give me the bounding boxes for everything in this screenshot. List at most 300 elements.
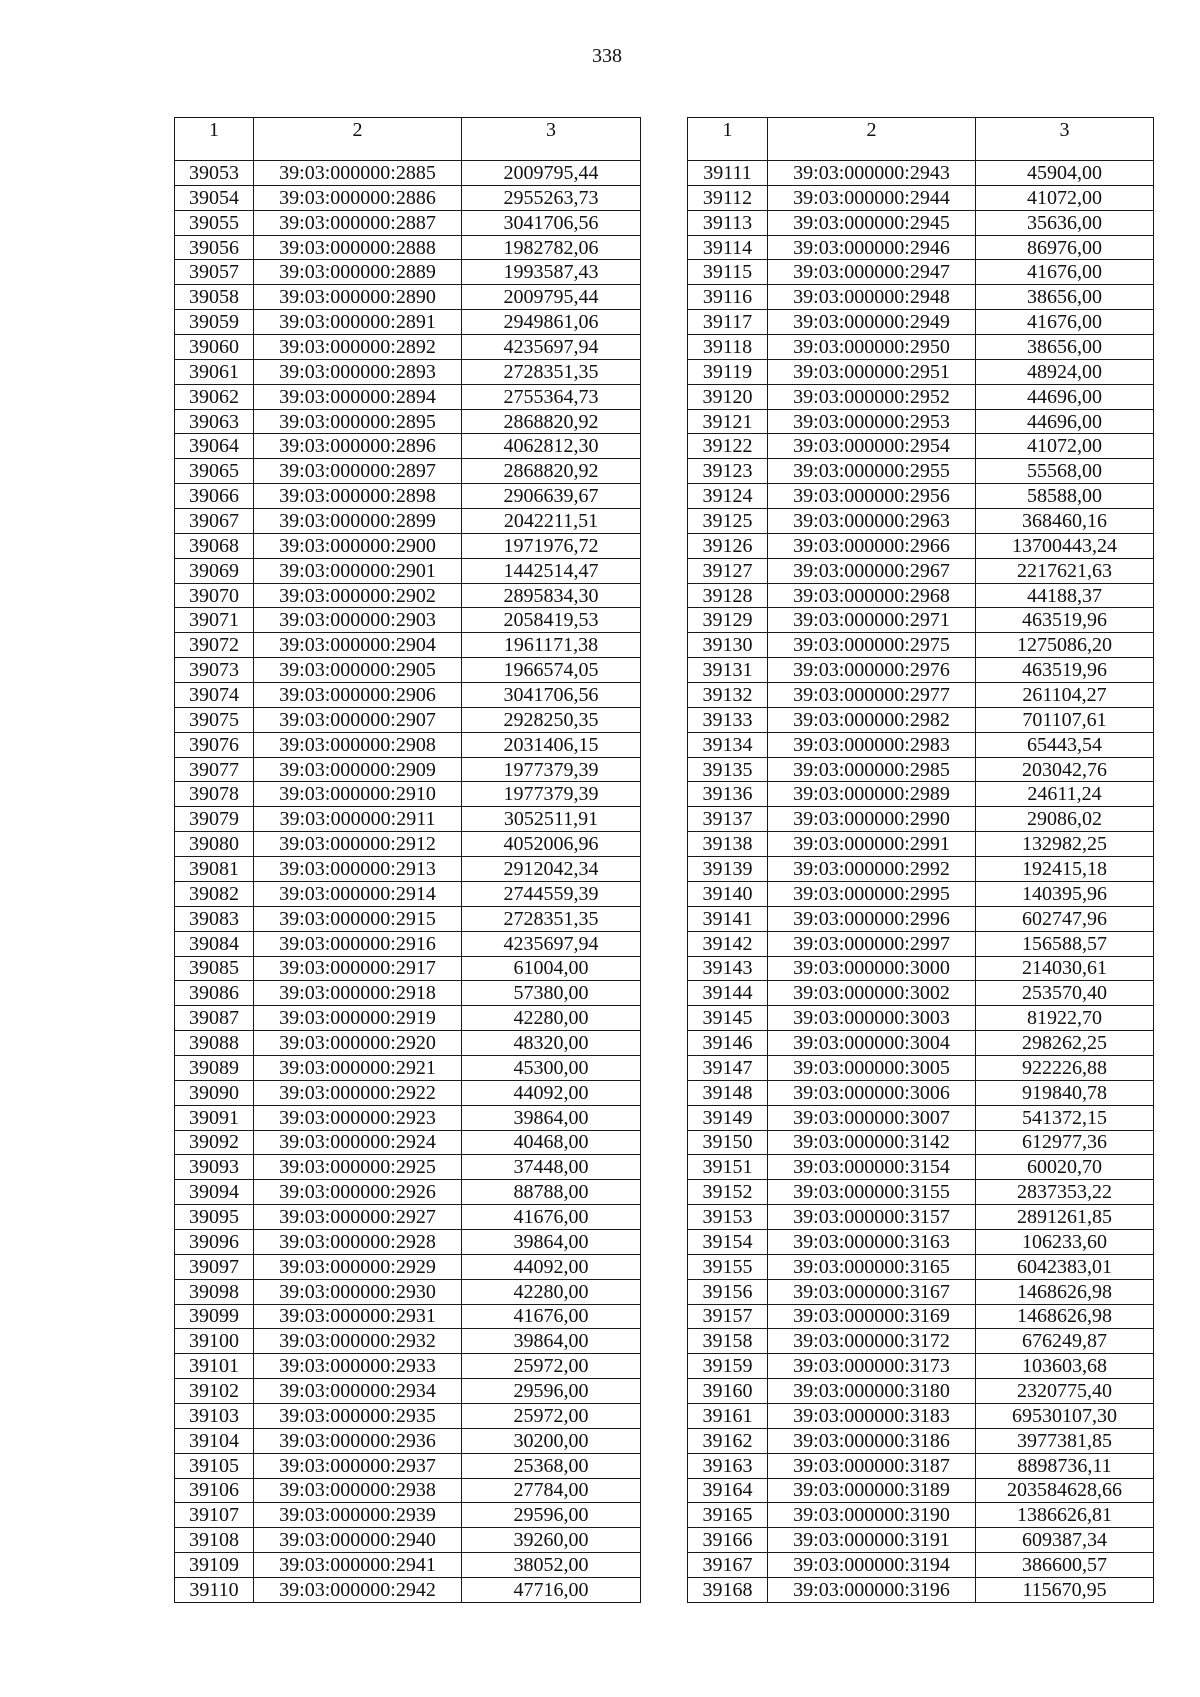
- cadastral-number-cell: 39:03:000000:2915: [254, 906, 462, 931]
- value-cell: 2728351,35: [462, 359, 641, 384]
- table-row: [175, 409, 641, 434]
- table-row: [175, 1055, 641, 1080]
- row-number-cell: 39074: [175, 683, 254, 708]
- table-row: [175, 509, 641, 534]
- value-cell: 45904,00: [976, 161, 1154, 186]
- table-row: [175, 658, 641, 683]
- table-row: [175, 1379, 641, 1404]
- cadastral-number-cell: 39:03:000000:2916: [254, 931, 462, 956]
- table-row: [688, 832, 1154, 857]
- cadastral-number-cell: 39:03:000000:2896: [254, 434, 462, 459]
- value-cell: 2755364,73: [462, 384, 641, 409]
- table-row: [688, 409, 1154, 434]
- value-cell: 1468626,98: [976, 1279, 1154, 1304]
- row-number-cell: 39086: [175, 981, 254, 1006]
- value-cell: 1977379,39: [462, 782, 641, 807]
- table-row: [175, 1279, 641, 1304]
- value-cell: 41072,00: [976, 185, 1154, 210]
- cadastral-number-cell: 39:03:000000:2985: [768, 757, 976, 782]
- value-cell: 298262,25: [976, 1031, 1154, 1056]
- row-number-cell: 39062: [175, 384, 254, 409]
- cadastral-number-cell: 39:03:000000:2942: [254, 1577, 462, 1602]
- table-row: [688, 1528, 1154, 1553]
- row-number-cell: 39144: [688, 981, 768, 1006]
- table-row: [688, 484, 1154, 509]
- table-row: [175, 881, 641, 906]
- value-cell: 2320775,40: [976, 1379, 1154, 1404]
- table-row: [688, 1379, 1154, 1404]
- value-cell: 40468,00: [462, 1130, 641, 1155]
- row-number-cell: 39082: [175, 881, 254, 906]
- table-row: [175, 1354, 641, 1379]
- cadastral-number-cell: 39:03:000000:2944: [768, 185, 976, 210]
- row-number-cell: 39135: [688, 757, 768, 782]
- cadastral-number-cell: 39:03:000000:3154: [768, 1155, 976, 1180]
- row-number-cell: 39056: [175, 235, 254, 260]
- value-cell: 3041706,56: [462, 210, 641, 235]
- row-number-cell: 39134: [688, 732, 768, 757]
- value-cell: 140395,96: [976, 881, 1154, 906]
- row-number-cell: 39085: [175, 956, 254, 981]
- table-right: [687, 117, 1154, 1603]
- value-cell: 25972,00: [462, 1354, 641, 1379]
- row-number-cell: 39101: [175, 1354, 254, 1379]
- value-cell: 1442514,47: [462, 558, 641, 583]
- table-row: [175, 1006, 641, 1031]
- cadastral-number-cell: 39:03:000000:2914: [254, 881, 462, 906]
- table-body: [175, 161, 641, 1603]
- table-row: [688, 1205, 1154, 1230]
- table-row: [688, 658, 1154, 683]
- table-row: [175, 1229, 641, 1254]
- value-cell: 30200,00: [462, 1428, 641, 1453]
- value-cell: 38656,00: [976, 285, 1154, 310]
- table-row: [175, 1428, 641, 1453]
- value-cell: 13700443,24: [976, 533, 1154, 558]
- cadastral-number-cell: 39:03:000000:2900: [254, 533, 462, 558]
- value-cell: 44696,00: [976, 409, 1154, 434]
- table-row: [688, 757, 1154, 782]
- value-cell: 541372,15: [976, 1105, 1154, 1130]
- value-cell: 2868820,92: [462, 409, 641, 434]
- value-cell: 41676,00: [976, 310, 1154, 335]
- cadastral-number-cell: 39:03:000000:2930: [254, 1279, 462, 1304]
- value-cell: 35636,00: [976, 210, 1154, 235]
- cadastral-number-cell: 39:03:000000:3191: [768, 1528, 976, 1553]
- table-row: [175, 1478, 641, 1503]
- table-row: [175, 1528, 641, 1553]
- row-number-cell: 39100: [175, 1329, 254, 1354]
- value-cell: 106233,60: [976, 1229, 1154, 1254]
- cadastral-number-cell: 39:03:000000:2967: [768, 558, 976, 583]
- row-number-cell: 39070: [175, 583, 254, 608]
- cadastral-number-cell: 39:03:000000:3172: [768, 1329, 976, 1354]
- value-cell: 41676,00: [976, 260, 1154, 285]
- header-row: [175, 118, 641, 161]
- row-number-cell: 39146: [688, 1031, 768, 1056]
- value-cell: 3977381,85: [976, 1428, 1154, 1453]
- value-cell: 38052,00: [462, 1553, 641, 1578]
- row-number-cell: 39126: [688, 533, 768, 558]
- value-cell: 4235697,94: [462, 931, 641, 956]
- table-row: [688, 1577, 1154, 1602]
- value-cell: 609387,34: [976, 1528, 1154, 1553]
- table-row: [175, 683, 641, 708]
- row-number-cell: 39119: [688, 359, 768, 384]
- cadastral-number-cell: 39:03:000000:2952: [768, 384, 976, 409]
- value-cell: 41072,00: [976, 434, 1154, 459]
- cadastral-number-cell: 39:03:000000:2946: [768, 235, 976, 260]
- cadastral-number-cell: 39:03:000000:3007: [768, 1105, 976, 1130]
- row-number-cell: 39121: [688, 409, 768, 434]
- row-number-cell: 39064: [175, 434, 254, 459]
- value-cell: 55568,00: [976, 459, 1154, 484]
- cadastral-number-cell: 39:03:000000:2948: [768, 285, 976, 310]
- value-cell: 1275086,20: [976, 633, 1154, 658]
- table-row: [688, 384, 1154, 409]
- header-col-1: 1: [175, 118, 254, 161]
- value-cell: 47716,00: [462, 1577, 641, 1602]
- value-cell: 368460,16: [976, 509, 1154, 534]
- table-row: [175, 1254, 641, 1279]
- cadastral-number-cell: 39:03:000000:2956: [768, 484, 976, 509]
- row-number-cell: 39090: [175, 1080, 254, 1105]
- row-number-cell: 39080: [175, 832, 254, 857]
- cadastral-number-cell: 39:03:000000:3142: [768, 1130, 976, 1155]
- table-row: [175, 981, 641, 1006]
- row-number-cell: 39098: [175, 1279, 254, 1304]
- row-number-cell: 39081: [175, 857, 254, 882]
- row-number-cell: 39158: [688, 1329, 768, 1354]
- table-row: [688, 1478, 1154, 1503]
- value-cell: 2912042,34: [462, 857, 641, 882]
- row-number-cell: 39110: [175, 1577, 254, 1602]
- table-row: [175, 310, 641, 335]
- row-number-cell: 39108: [175, 1528, 254, 1553]
- cadastral-number-cell: 39:03:000000:2917: [254, 956, 462, 981]
- row-number-cell: 39128: [688, 583, 768, 608]
- table-row: [175, 608, 641, 633]
- cadastral-number-cell: 39:03:000000:2991: [768, 832, 976, 857]
- cadastral-number-cell: 39:03:000000:2983: [768, 732, 976, 757]
- value-cell: 39864,00: [462, 1105, 641, 1130]
- value-cell: 86976,00: [976, 235, 1154, 260]
- cadastral-number-cell: 39:03:000000:2905: [254, 658, 462, 683]
- cadastral-number-cell: 39:03:000000:2918: [254, 981, 462, 1006]
- table-row: [175, 807, 641, 832]
- row-number-cell: 39058: [175, 285, 254, 310]
- table-row: [688, 1403, 1154, 1428]
- table-row: [688, 1130, 1154, 1155]
- row-number-cell: 39079: [175, 807, 254, 832]
- value-cell: 2906639,67: [462, 484, 641, 509]
- table-row: [175, 1577, 641, 1602]
- table-row: [688, 683, 1154, 708]
- value-cell: 44696,00: [976, 384, 1154, 409]
- cadastral-number-cell: 39:03:000000:3180: [768, 1379, 976, 1404]
- row-number-cell: 39092: [175, 1130, 254, 1155]
- row-number-cell: 39133: [688, 707, 768, 732]
- table-row: [688, 807, 1154, 832]
- table-row: [688, 1354, 1154, 1379]
- cadastral-number-cell: 39:03:000000:2939: [254, 1503, 462, 1528]
- row-number-cell: 39066: [175, 484, 254, 509]
- cadastral-number-cell: 39:03:000000:2891: [254, 310, 462, 335]
- table-row: [175, 335, 641, 360]
- value-cell: 261104,27: [976, 683, 1154, 708]
- row-number-cell: 39147: [688, 1055, 768, 1080]
- value-cell: 1977379,39: [462, 757, 641, 782]
- cadastral-number-cell: 39:03:000000:2997: [768, 931, 976, 956]
- cadastral-number-cell: 39:03:000000:3003: [768, 1006, 976, 1031]
- table-row: [688, 1254, 1154, 1279]
- table-row: [688, 260, 1154, 285]
- cadastral-number-cell: 39:03:000000:2888: [254, 235, 462, 260]
- table-row: [688, 1428, 1154, 1453]
- value-cell: 41676,00: [462, 1304, 641, 1329]
- cadastral-number-cell: 39:03:000000:2889: [254, 260, 462, 285]
- row-number-cell: 39061: [175, 359, 254, 384]
- value-cell: 463519,96: [976, 658, 1154, 683]
- cadastral-number-cell: 39:03:000000:2885: [254, 161, 462, 186]
- value-cell: 214030,61: [976, 956, 1154, 981]
- table-left: [174, 117, 641, 1603]
- row-number-cell: 39143: [688, 956, 768, 981]
- cadastral-number-cell: 39:03:000000:2937: [254, 1453, 462, 1478]
- table-row: [175, 161, 641, 186]
- value-cell: 253570,40: [976, 981, 1154, 1006]
- row-number-cell: 39145: [688, 1006, 768, 1031]
- table-row: [688, 1553, 1154, 1578]
- cadastral-number-cell: 39:03:000000:2955: [768, 459, 976, 484]
- value-cell: 2891261,85: [976, 1205, 1154, 1230]
- table-row: [175, 1453, 641, 1478]
- value-cell: 103603,68: [976, 1354, 1154, 1379]
- cadastral-number-cell: 39:03:000000:2923: [254, 1105, 462, 1130]
- table-row: [688, 210, 1154, 235]
- cadastral-number-cell: 39:03:000000:3189: [768, 1478, 976, 1503]
- header-col-1: 1: [688, 118, 768, 161]
- cadastral-number-cell: 39:03:000000:2909: [254, 757, 462, 782]
- row-number-cell: 39164: [688, 1478, 768, 1503]
- value-cell: 2009795,44: [462, 161, 641, 186]
- row-number-cell: 39139: [688, 857, 768, 882]
- cadastral-number-cell: 39:03:000000:3004: [768, 1031, 976, 1056]
- row-number-cell: 39106: [175, 1478, 254, 1503]
- cadastral-number-cell: 39:03:000000:2922: [254, 1080, 462, 1105]
- header-col-2: 2: [254, 118, 462, 161]
- cadastral-number-cell: 39:03:000000:2919: [254, 1006, 462, 1031]
- value-cell: 24611,24: [976, 782, 1154, 807]
- table-row: [688, 459, 1154, 484]
- value-cell: 48320,00: [462, 1031, 641, 1056]
- table-row: [688, 558, 1154, 583]
- row-number-cell: 39087: [175, 1006, 254, 1031]
- row-number-cell: 39088: [175, 1031, 254, 1056]
- cadastral-number-cell: 39:03:000000:3190: [768, 1503, 976, 1528]
- row-number-cell: 39159: [688, 1354, 768, 1379]
- value-cell: 61004,00: [462, 956, 641, 981]
- row-number-cell: 39141: [688, 906, 768, 931]
- cadastral-number-cell: 39:03:000000:2950: [768, 335, 976, 360]
- row-number-cell: 39160: [688, 1379, 768, 1404]
- value-cell: 676249,87: [976, 1329, 1154, 1354]
- value-cell: 29596,00: [462, 1503, 641, 1528]
- value-cell: 2031406,15: [462, 732, 641, 757]
- cadastral-number-cell: 39:03:000000:2940: [254, 1528, 462, 1553]
- cadastral-number-cell: 39:03:000000:2976: [768, 658, 976, 683]
- table-row: [175, 1304, 641, 1329]
- table-row: [175, 1503, 641, 1528]
- cadastral-number-cell: 39:03:000000:2990: [768, 807, 976, 832]
- table-row: [175, 384, 641, 409]
- cadastral-number-cell: 39:03:000000:2971: [768, 608, 976, 633]
- cadastral-number-cell: 39:03:000000:2926: [254, 1180, 462, 1205]
- cadastral-number-cell: 39:03:000000:2975: [768, 633, 976, 658]
- value-cell: 2837353,22: [976, 1180, 1154, 1205]
- cadastral-number-cell: 39:03:000000:3196: [768, 1577, 976, 1602]
- row-number-cell: 39124: [688, 484, 768, 509]
- value-cell: 1982782,06: [462, 235, 641, 260]
- table-row: [688, 608, 1154, 633]
- row-number-cell: 39103: [175, 1403, 254, 1428]
- row-number-cell: 39112: [688, 185, 768, 210]
- row-number-cell: 39099: [175, 1304, 254, 1329]
- cadastral-number-cell: 39:03:000000:2887: [254, 210, 462, 235]
- row-number-cell: 39149: [688, 1105, 768, 1130]
- cadastral-number-cell: 39:03:000000:2992: [768, 857, 976, 882]
- cadastral-number-cell: 39:03:000000:2908: [254, 732, 462, 757]
- value-cell: 39864,00: [462, 1329, 641, 1354]
- row-number-cell: 39120: [688, 384, 768, 409]
- value-cell: 48924,00: [976, 359, 1154, 384]
- row-number-cell: 39129: [688, 608, 768, 633]
- row-number-cell: 39125: [688, 509, 768, 534]
- table-row: [175, 707, 641, 732]
- row-number-cell: 39152: [688, 1180, 768, 1205]
- row-number-cell: 39123: [688, 459, 768, 484]
- row-number-cell: 39059: [175, 310, 254, 335]
- cadastral-number-cell: 39:03:000000:3163: [768, 1229, 976, 1254]
- value-cell: 39260,00: [462, 1528, 641, 1553]
- value-cell: 39864,00: [462, 1229, 641, 1254]
- table-row: [175, 906, 641, 931]
- table-row: [688, 1080, 1154, 1105]
- table-row: [175, 484, 641, 509]
- row-number-cell: 39065: [175, 459, 254, 484]
- row-number-cell: 39157: [688, 1304, 768, 1329]
- value-cell: 58588,00: [976, 484, 1154, 509]
- cadastral-number-cell: 39:03:000000:2938: [254, 1478, 462, 1503]
- row-number-cell: 39117: [688, 310, 768, 335]
- cadastral-number-cell: 39:03:000000:2941: [254, 1553, 462, 1578]
- value-cell: 2955263,73: [462, 185, 641, 210]
- table-row: [688, 906, 1154, 931]
- value-cell: 203042,76: [976, 757, 1154, 782]
- value-cell: 132982,25: [976, 832, 1154, 857]
- row-number-cell: 39138: [688, 832, 768, 857]
- row-number-cell: 39153: [688, 1205, 768, 1230]
- table-row: [175, 832, 641, 857]
- header-col-3: 3: [976, 118, 1154, 161]
- cadastral-number-cell: 39:03:000000:2895: [254, 409, 462, 434]
- cadastral-number-cell: 39:03:000000:2902: [254, 583, 462, 608]
- table-row: [688, 1279, 1154, 1304]
- row-number-cell: 39148: [688, 1080, 768, 1105]
- row-number-cell: 39109: [175, 1553, 254, 1578]
- cadastral-number-cell: 39:03:000000:3002: [768, 981, 976, 1006]
- table-row: [688, 235, 1154, 260]
- table-row: [688, 956, 1154, 981]
- table-row: [688, 583, 1154, 608]
- value-cell: 386600,57: [976, 1553, 1154, 1578]
- row-number-cell: 39067: [175, 509, 254, 534]
- row-number-cell: 39115: [688, 260, 768, 285]
- table-body: [688, 161, 1154, 1603]
- row-number-cell: 39102: [175, 1379, 254, 1404]
- row-number-cell: 39095: [175, 1205, 254, 1230]
- table-row: [688, 981, 1154, 1006]
- table-row: [175, 459, 641, 484]
- value-cell: 8898736,11: [976, 1453, 1154, 1478]
- row-number-cell: 39150: [688, 1130, 768, 1155]
- value-cell: 203584628,66: [976, 1478, 1154, 1503]
- table-row: [175, 1155, 641, 1180]
- table-row: [175, 285, 641, 310]
- row-number-cell: 39053: [175, 161, 254, 186]
- row-number-cell: 39131: [688, 658, 768, 683]
- table-row: [688, 1105, 1154, 1130]
- cadastral-number-cell: 39:03:000000:3167: [768, 1279, 976, 1304]
- value-cell: 701107,61: [976, 707, 1154, 732]
- table-row: [688, 285, 1154, 310]
- row-number-cell: 39151: [688, 1155, 768, 1180]
- value-cell: 29086,02: [976, 807, 1154, 832]
- row-number-cell: 39165: [688, 1503, 768, 1528]
- cadastral-number-cell: 39:03:000000:2966: [768, 533, 976, 558]
- cadastral-number-cell: 39:03:000000:3186: [768, 1428, 976, 1453]
- row-number-cell: 39136: [688, 782, 768, 807]
- cadastral-number-cell: 39:03:000000:2912: [254, 832, 462, 857]
- value-cell: 2728351,35: [462, 906, 641, 931]
- table-row: [175, 1105, 641, 1130]
- cadastral-number-cell: 39:03:000000:2925: [254, 1155, 462, 1180]
- value-cell: 2042211,51: [462, 509, 641, 534]
- row-number-cell: 39072: [175, 633, 254, 658]
- table-row: [175, 633, 641, 658]
- row-number-cell: 39063: [175, 409, 254, 434]
- table-row: [688, 335, 1154, 360]
- value-cell: 41676,00: [462, 1205, 641, 1230]
- value-cell: 2744559,39: [462, 881, 641, 906]
- cadastral-number-cell: 39:03:000000:2936: [254, 1428, 462, 1453]
- table-row: [175, 359, 641, 384]
- value-cell: 44188,37: [976, 583, 1154, 608]
- table-row: [688, 185, 1154, 210]
- cadastral-number-cell: 39:03:000000:2932: [254, 1329, 462, 1354]
- table-row: [175, 210, 641, 235]
- row-number-cell: 39166: [688, 1528, 768, 1553]
- cadastral-number-cell: 39:03:000000:2911: [254, 807, 462, 832]
- row-number-cell: 39142: [688, 931, 768, 956]
- row-number-cell: 39054: [175, 185, 254, 210]
- table-row: [175, 583, 641, 608]
- cadastral-number-cell: 39:03:000000:2897: [254, 459, 462, 484]
- row-number-cell: 39155: [688, 1254, 768, 1279]
- table-row: [175, 1031, 641, 1056]
- row-number-cell: 39156: [688, 1279, 768, 1304]
- table-row: [688, 310, 1154, 335]
